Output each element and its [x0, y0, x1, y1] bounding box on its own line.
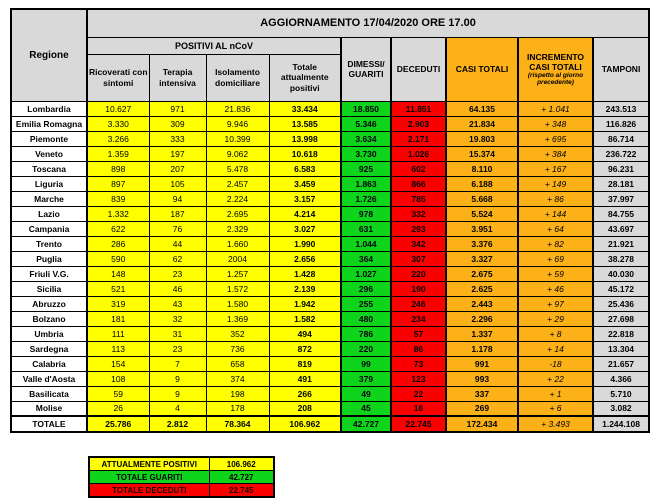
- cell-ricoverati: 622: [87, 221, 149, 236]
- table-row: [11, 176, 649, 191]
- cell-dimessi-guariti: 3.634: [341, 131, 391, 146]
- cell-region-name: Marche: [11, 191, 87, 206]
- cell-ricoverati: 897: [87, 176, 149, 191]
- summary-value: 22.745: [209, 484, 274, 498]
- cell-totale-positivi: 3.459: [269, 176, 341, 191]
- cell-casi-totali: 2.625: [446, 281, 518, 296]
- table-row: [11, 341, 649, 356]
- cell-tamponi: 5.710: [593, 386, 649, 401]
- table-row: [11, 386, 649, 401]
- cell-deceduti: 342: [391, 236, 446, 251]
- cell-dimessi-guariti: 220: [341, 341, 391, 356]
- cell-incremento: + 59: [518, 266, 593, 281]
- cell-ricoverati: 1.332: [87, 206, 149, 221]
- cell-deceduti: 22: [391, 386, 446, 401]
- cell-incremento: + 86: [518, 191, 593, 206]
- cell-terapia-intensiva: 9: [149, 386, 206, 401]
- summary-value: 106.962: [209, 457, 274, 471]
- cell-totale-positivi: 13.998: [269, 131, 341, 146]
- cell-terapia-intensiva: 105: [149, 176, 206, 191]
- cell-terapia-intensiva: 23: [149, 266, 206, 281]
- cell-tamponi: 25.436: [593, 296, 649, 311]
- cell-incremento: + 82: [518, 236, 593, 251]
- cell-totale-positivi: 3.157: [269, 191, 341, 206]
- cell-dimessi-guariti: 18.850: [341, 101, 391, 116]
- cell-deceduti: 2.171: [391, 131, 446, 146]
- column-header-dimessi-guariti: DIMESSI/ GUARITI: [341, 37, 391, 101]
- cell-terapia-intensiva: 9: [149, 371, 206, 386]
- cell-isolamento: 2004: [206, 251, 269, 266]
- cell-ricoverati: 319: [87, 296, 149, 311]
- cell-isolamento: 1.369: [206, 311, 269, 326]
- cell-totale-positivi: 3.027: [269, 221, 341, 236]
- cell-isolamento: 78.364: [206, 416, 269, 432]
- cell-casi-totali: 337: [446, 386, 518, 401]
- table-row: [11, 311, 649, 326]
- cell-isolamento: 5.478: [206, 161, 269, 176]
- cell-totale-positivi: 819: [269, 356, 341, 371]
- cell-isolamento: 1.572: [206, 281, 269, 296]
- cell-totale-positivi: 266: [269, 386, 341, 401]
- cell-terapia-intensiva: 62: [149, 251, 206, 266]
- cell-region-name: Emilia Romagna: [11, 116, 87, 131]
- cell-casi-totali: 2.675: [446, 266, 518, 281]
- cell-casi-totali: 8.110: [446, 161, 518, 176]
- cell-casi-totali: 993: [446, 371, 518, 386]
- cell-casi-totali: 269: [446, 401, 518, 416]
- cell-totale-positivi: 2.656: [269, 251, 341, 266]
- cell-terapia-intensiva: 197: [149, 146, 206, 161]
- cell-casi-totali: 6.188: [446, 176, 518, 191]
- cell-tamponi: 4.366: [593, 371, 649, 386]
- cell-dimessi-guariti: 99: [341, 356, 391, 371]
- cell-region-name: Friuli V.G.: [11, 266, 87, 281]
- column-header-ricoverati: Ricoverati con sintomi: [87, 54, 149, 101]
- cell-ricoverati: 898: [87, 161, 149, 176]
- cell-totale-positivi: 491: [269, 371, 341, 386]
- cell-terapia-intensiva: 4: [149, 401, 206, 416]
- cell-terapia-intensiva: 207: [149, 161, 206, 176]
- summary-label: TOTALE DECEDUTI: [89, 484, 209, 498]
- cell-tamponi: 243.513: [593, 101, 649, 116]
- total-row: [11, 416, 649, 432]
- cell-isolamento: 2.457: [206, 176, 269, 191]
- cell-isolamento: 374: [206, 371, 269, 386]
- cell-totale-positivi: 2.139: [269, 281, 341, 296]
- cell-deceduti: 785: [391, 191, 446, 206]
- cell-deceduti: 57: [391, 326, 446, 341]
- cell-isolamento: 1.580: [206, 296, 269, 311]
- cell-dimessi-guariti: 296: [341, 281, 391, 296]
- table-row: [11, 146, 649, 161]
- cell-isolamento: 198: [206, 386, 269, 401]
- cell-dimessi-guariti: 1.726: [341, 191, 391, 206]
- column-header-totale-positivi: Totale attualmente positivi: [269, 54, 341, 101]
- cell-terapia-intensiva: 7: [149, 356, 206, 371]
- cell-isolamento: 21.836: [206, 101, 269, 116]
- cell-isolamento: 9.062: [206, 146, 269, 161]
- cell-deceduti: 332: [391, 206, 446, 221]
- cell-region-name: Molise: [11, 401, 87, 416]
- table-row: [11, 221, 649, 236]
- cell-isolamento: 352: [206, 326, 269, 341]
- cell-region-name: Lombardia: [11, 101, 87, 116]
- cell-tamponi: 3.082: [593, 401, 649, 416]
- cell-tamponi: 86.714: [593, 131, 649, 146]
- cell-tamponi: 38.278: [593, 251, 649, 266]
- cell-dimessi-guariti: 3.730: [341, 146, 391, 161]
- cell-region-name: Liguria: [11, 176, 87, 191]
- summary-row-totale-guariti: [89, 471, 274, 484]
- cell-incremento: + 1: [518, 386, 593, 401]
- incremento-label: INCREMENTO CASI TOTALI: [527, 51, 584, 72]
- cell-incremento: + 6: [518, 401, 593, 416]
- cell-totale-positivi: 6.583: [269, 161, 341, 176]
- cell-totale-positivi: 494: [269, 326, 341, 341]
- cell-ricoverati: 3.266: [87, 131, 149, 146]
- cell-deceduti: 2.903: [391, 116, 446, 131]
- cell-terapia-intensiva: 309: [149, 116, 206, 131]
- cell-tamponi: 43.697: [593, 221, 649, 236]
- cell-tamponi: 21.921: [593, 236, 649, 251]
- covid-regions-table: [10, 8, 650, 433]
- cell-dimessi-guariti: 255: [341, 296, 391, 311]
- column-header-deceduti: DECEDUTI: [391, 37, 446, 101]
- cell-deceduti: 220: [391, 266, 446, 281]
- cell-tamponi: 13.304: [593, 341, 649, 356]
- cell-ricoverati: 286: [87, 236, 149, 251]
- cell-region-name: Basilicata: [11, 386, 87, 401]
- cell-tamponi: 96.231: [593, 161, 649, 176]
- cell-casi-totali: 64.135: [446, 101, 518, 116]
- table-row: [11, 116, 649, 131]
- cell-totale-positivi: 872: [269, 341, 341, 356]
- cell-deceduti: 307: [391, 251, 446, 266]
- cell-tamponi: 116.826: [593, 116, 649, 131]
- cell-isolamento: 1.660: [206, 236, 269, 251]
- cell-dimessi-guariti: 480: [341, 311, 391, 326]
- table-row: [11, 161, 649, 176]
- cell-deceduti: 190: [391, 281, 446, 296]
- cell-ricoverati: 3.330: [87, 116, 149, 131]
- cell-tamponi: 84.755: [593, 206, 649, 221]
- cell-dimessi-guariti: 379: [341, 371, 391, 386]
- cell-deceduti: 602: [391, 161, 446, 176]
- column-header-regione: Regione: [11, 9, 87, 101]
- cell-deceduti: 1.026: [391, 146, 446, 161]
- cell-incremento: + 384: [518, 146, 593, 161]
- cell-terapia-intensiva: 43: [149, 296, 206, 311]
- cell-region-name: Campania: [11, 221, 87, 236]
- column-header-isolamento: Isolamento domiciliare: [206, 54, 269, 101]
- cell-incremento: + 22: [518, 371, 593, 386]
- cell-casi-totali: 1.337: [446, 326, 518, 341]
- cell-dimessi-guariti: 1.027: [341, 266, 391, 281]
- cell-terapia-intensiva: 187: [149, 206, 206, 221]
- cell-deceduti: 73: [391, 356, 446, 371]
- cell-incremento: + 14: [518, 341, 593, 356]
- column-header-casi-totali: CASI TOTALI: [446, 37, 518, 101]
- cell-casi-totali: 21.834: [446, 116, 518, 131]
- cell-ricoverati: 108: [87, 371, 149, 386]
- cell-region-name: Calabria: [11, 356, 87, 371]
- cell-ricoverati: 154: [87, 356, 149, 371]
- table-row: [11, 236, 649, 251]
- cell-deceduti: 246: [391, 296, 446, 311]
- cell-terapia-intensiva: 46: [149, 281, 206, 296]
- cell-isolamento: 178: [206, 401, 269, 416]
- cell-totale-positivi: 1.582: [269, 311, 341, 326]
- cell-dimessi-guariti: 45: [341, 401, 391, 416]
- cell-tamponi: 28.181: [593, 176, 649, 191]
- cell-tamponi: 1.244.108: [593, 416, 649, 432]
- cell-ricoverati: 1.359: [87, 146, 149, 161]
- cell-dimessi-guariti: 631: [341, 221, 391, 236]
- table-row: [11, 401, 649, 416]
- cell-terapia-intensiva: 31: [149, 326, 206, 341]
- cell-incremento: + 348: [518, 116, 593, 131]
- cell-tamponi: 21.657: [593, 356, 649, 371]
- cell-terapia-intensiva: 32: [149, 311, 206, 326]
- cell-ricoverati: 839: [87, 191, 149, 206]
- cell-isolamento: 736: [206, 341, 269, 356]
- cell-incremento: + 3.493: [518, 416, 593, 432]
- table-row: [11, 251, 649, 266]
- cell-incremento: + 97: [518, 296, 593, 311]
- cell-region-name: Umbria: [11, 326, 87, 341]
- summary-row-totale-deceduti: [89, 484, 274, 498]
- cell-incremento: + 46: [518, 281, 593, 296]
- table-row: [11, 371, 649, 386]
- cell-deceduti: 86: [391, 341, 446, 356]
- cell-terapia-intensiva: 2.812: [149, 416, 206, 432]
- column-header-terapia-intensiva: Terapia intensiva: [149, 54, 206, 101]
- summary-label: TOTALE GUARITI: [89, 471, 209, 484]
- cell-incremento: + 149: [518, 176, 593, 191]
- cell-casi-totali: 3.376: [446, 236, 518, 251]
- table-row: [11, 101, 649, 116]
- cell-totale-positivi: 106.962: [269, 416, 341, 432]
- cell-dimessi-guariti: 42.727: [341, 416, 391, 432]
- cell-terapia-intensiva: 333: [149, 131, 206, 146]
- cell-isolamento: 658: [206, 356, 269, 371]
- cell-terapia-intensiva: 44: [149, 236, 206, 251]
- column-header-incremento: [518, 37, 593, 101]
- cell-dimessi-guariti: 978: [341, 206, 391, 221]
- cell-terapia-intensiva: 23: [149, 341, 206, 356]
- cell-ricoverati: 59: [87, 386, 149, 401]
- cell-totale-positivi: 1.428: [269, 266, 341, 281]
- cell-casi-totali: 991: [446, 356, 518, 371]
- cell-ricoverati: 521: [87, 281, 149, 296]
- cell-casi-totali: 3.327: [446, 251, 518, 266]
- summary-label: ATTUALMENTE POSITIVI: [89, 457, 209, 471]
- cell-totale-positivi: 33.434: [269, 101, 341, 116]
- cell-tamponi: 45.172: [593, 281, 649, 296]
- cell-isolamento: 2.329: [206, 221, 269, 236]
- table-body: [11, 101, 649, 432]
- cell-tamponi: 27.698: [593, 311, 649, 326]
- cell-region-name: Bolzano: [11, 311, 87, 326]
- table-row: [11, 266, 649, 281]
- cell-incremento: + 8: [518, 326, 593, 341]
- cell-region-name: Puglia: [11, 251, 87, 266]
- cell-ricoverati: 148: [87, 266, 149, 281]
- table-row: [11, 206, 649, 221]
- cell-incremento: + 1.041: [518, 101, 593, 116]
- cell-ricoverati: 25.786: [87, 416, 149, 432]
- cell-dimessi-guariti: 786: [341, 326, 391, 341]
- cell-incremento: + 64: [518, 221, 593, 236]
- cell-ricoverati: 590: [87, 251, 149, 266]
- summary-value: 42.727: [209, 471, 274, 484]
- cell-totale-positivi: 4.214: [269, 206, 341, 221]
- cell-region-name: Sardegna: [11, 341, 87, 356]
- cell-dimessi-guariti: 925: [341, 161, 391, 176]
- cell-casi-totali: 5.668: [446, 191, 518, 206]
- cell-incremento: + 695: [518, 131, 593, 146]
- cell-region-name: TOTALE: [11, 416, 87, 432]
- cell-isolamento: 9.946: [206, 116, 269, 131]
- cell-totale-positivi: 1.942: [269, 296, 341, 311]
- cell-casi-totali: 172.434: [446, 416, 518, 432]
- cell-deceduti: 22.745: [391, 416, 446, 432]
- cell-terapia-intensiva: 76: [149, 221, 206, 236]
- cell-incremento: + 69: [518, 251, 593, 266]
- cell-totale-positivi: 10.618: [269, 146, 341, 161]
- table-row: [11, 191, 649, 206]
- cell-deceduti: 16: [391, 401, 446, 416]
- cell-terapia-intensiva: 94: [149, 191, 206, 206]
- cell-region-name: Veneto: [11, 146, 87, 161]
- update-title: AGGIORNAMENTO 17/04/2020 ORE 17.00: [87, 9, 649, 37]
- cell-isolamento: 2.695: [206, 206, 269, 221]
- cell-region-name: Trento: [11, 236, 87, 251]
- incremento-note: (rispetto al giorno precedente): [527, 72, 584, 87]
- cell-casi-totali: 2.443: [446, 296, 518, 311]
- cell-casi-totali: 5.524: [446, 206, 518, 221]
- cell-casi-totali: 15.374: [446, 146, 518, 161]
- cell-isolamento: 10.399: [206, 131, 269, 146]
- cell-region-name: Valle d'Aosta: [11, 371, 87, 386]
- cell-tamponi: 236.722: [593, 146, 649, 161]
- cell-casi-totali: 2.296: [446, 311, 518, 326]
- header-row-title: [11, 9, 649, 37]
- cell-region-name: Abruzzo: [11, 296, 87, 311]
- cell-dimessi-guariti: 1.863: [341, 176, 391, 191]
- cell-dimessi-guariti: 1.044: [341, 236, 391, 251]
- cell-terapia-intensiva: 971: [149, 101, 206, 116]
- cell-tamponi: 22.818: [593, 326, 649, 341]
- table-row: [11, 296, 649, 311]
- cell-totale-positivi: 13.585: [269, 116, 341, 131]
- column-header-tamponi: TAMPONI: [593, 37, 649, 101]
- cell-deceduti: 123: [391, 371, 446, 386]
- cell-deceduti: 11.851: [391, 101, 446, 116]
- cell-incremento: + 167: [518, 161, 593, 176]
- table-row: [11, 326, 649, 341]
- cell-tamponi: 40.030: [593, 266, 649, 281]
- cell-ricoverati: 111: [87, 326, 149, 341]
- cell-deceduti: 866: [391, 176, 446, 191]
- cell-region-name: Piemonte: [11, 131, 87, 146]
- cell-totale-positivi: 208: [269, 401, 341, 416]
- cell-ricoverati: 113: [87, 341, 149, 356]
- cell-region-name: Sicilia: [11, 281, 87, 296]
- table-row: [11, 356, 649, 371]
- cell-dimessi-guariti: 49: [341, 386, 391, 401]
- cell-ricoverati: 181: [87, 311, 149, 326]
- cell-deceduti: 234: [391, 311, 446, 326]
- cell-dimessi-guariti: 5.346: [341, 116, 391, 131]
- cell-dimessi-guariti: 364: [341, 251, 391, 266]
- cell-deceduti: 293: [391, 221, 446, 236]
- cell-isolamento: 1.257: [206, 266, 269, 281]
- cell-tamponi: 37.997: [593, 191, 649, 206]
- cell-ricoverati: 10.627: [87, 101, 149, 116]
- cell-incremento: -18: [518, 356, 593, 371]
- cell-incremento: + 29: [518, 311, 593, 326]
- cell-ricoverati: 26: [87, 401, 149, 416]
- summary-row-attualmente-positivi: [89, 457, 274, 471]
- column-group-positivi: POSITIVI AL nCoV: [87, 37, 341, 54]
- cell-region-name: Lazio: [11, 206, 87, 221]
- cell-totale-positivi: 1.990: [269, 236, 341, 251]
- table-row: [11, 131, 649, 146]
- cell-isolamento: 2.224: [206, 191, 269, 206]
- header-row-groups: [11, 37, 649, 54]
- cell-casi-totali: 19.803: [446, 131, 518, 146]
- cell-casi-totali: 3.951: [446, 221, 518, 236]
- cell-casi-totali: 1.178: [446, 341, 518, 356]
- table-row: [11, 281, 649, 296]
- cell-incremento: + 144: [518, 206, 593, 221]
- cell-region-name: Toscana: [11, 161, 87, 176]
